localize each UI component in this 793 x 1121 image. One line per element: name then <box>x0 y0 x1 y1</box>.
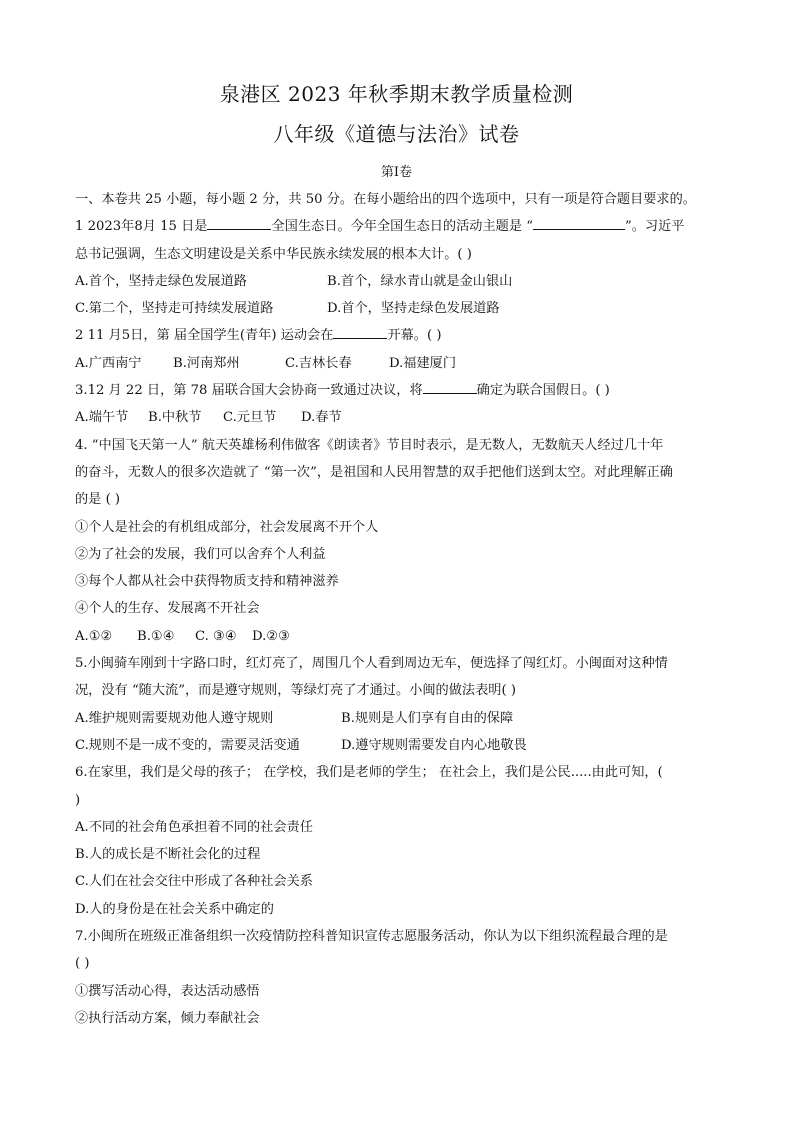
statement-1: ①个人是社会的有机组成部分，社会发展离不开个人 <box>75 519 379 535</box>
question-5-options-row <box>75 732 725 759</box>
question-4-stem-cont: 的奋斗，无数人的很多次造就了 “第一次”，是祖国和人民用智慧的双手把他们送到太空。对此理解正确 <box>75 464 673 480</box>
option-b: B.中秋节 <box>148 410 202 426</box>
option-d: D.福建厦门 <box>389 355 457 371</box>
option-d: D.首个，坚持走绿色发展道路 <box>327 301 500 317</box>
option-d: D.②③ <box>252 628 290 644</box>
question-3-options-row <box>75 404 725 431</box>
question-6-stem: 6.在家里，我们是父母的孩子； 在学校，我们是老师的学生； 在社会上，我们是公民.....由此可知，( <box>75 765 663 781</box>
option-d: D.人的身份是在社会关系中确定的 <box>75 901 274 917</box>
answer-blank <box>423 379 477 394</box>
section-label: 第Ⅰ卷 <box>380 165 413 180</box>
question-4-stem: 4. “中国飞天第一人” 航天英雄杨利伟做客《朗读者》节目时表示，是无数人，无数航天人经过几十年 <box>75 437 664 453</box>
option-d: D.春节 <box>301 410 342 426</box>
option-a: A.不同的社会角色承担着不同的社会责任 <box>75 819 313 835</box>
answer-blank <box>207 215 271 230</box>
question-4-options-row <box>75 623 725 650</box>
option-a: A.首个，坚持走绿色发展道路 <box>75 273 247 289</box>
question-3-stem: 3.12 月 22 日，第 78 届联合国大会协商一致通过决议，将 确定为联合国假日。( ) <box>75 377 725 404</box>
question-5-options-row <box>75 705 725 732</box>
question-1-options-row <box>75 295 725 322</box>
question-1-stem-cont: 总书记强调，生态文明建设是关系中华民族永续发展的根本大计。( ) <box>75 246 472 262</box>
option-c: C.吉林长春 <box>285 355 352 371</box>
option-b: B.规则是人们享有自由的保障 <box>341 710 514 726</box>
option-d: D.遵守规则需要发自内心地敬畏 <box>341 737 527 753</box>
option-c: C. ③④ <box>195 628 237 644</box>
option-c: C.人们在社会交往中形成了各种社会关系 <box>75 874 313 890</box>
option-b: B.首个，绿水青山就是金山银山 <box>327 273 513 289</box>
question-7-stem-cont: ( ) <box>75 956 90 972</box>
question-5-stem-cont: 况，没有 “随大流”，而是遵守规则，等绿灯亮了才通过。小闽的做法表明( ) <box>75 683 516 699</box>
question-1-stem: 1 2023年8月 15 日是 全国生态日。今年全国生态日的活动主题是 “ ”。习近平 <box>75 213 725 240</box>
statement-4: ④个人的生存、发展离不开社会 <box>75 601 260 617</box>
question-7-stem: 7.小闽所在班级正准备组织一次疫情防控科普知识宣传志愿服务活动，你认为以下组织流程最合理的是 <box>75 929 668 945</box>
option-a: A.维护规则需要规劝他人遵守规则 <box>75 710 274 726</box>
question-1-options-row <box>75 268 725 295</box>
instructions: 一、本卷共 25 小题，每小题 2 分，共 50 分。在每小题给出的四个选项中，只有一项是符合题目要求的。 <box>75 192 696 207</box>
option-b: B.人的成长是不断社会化的过程 <box>75 847 261 863</box>
statement-1: ①撰写活动心得，表达活动感悟 <box>75 983 260 999</box>
question-6-stem-cont: ) <box>75 792 81 808</box>
question-5-stem: 5.小闽骑车刚到十字路口时，红灯亮了，周围几个人看到周边无车，便选择了闯红灯。小闽面对这种情 <box>75 656 668 672</box>
option-b: B.①④ <box>137 628 175 644</box>
question-2-options-row <box>75 350 725 377</box>
answer-blank <box>333 324 387 339</box>
option-a: A.广西南宁 <box>75 355 142 371</box>
answer-blank <box>533 215 625 230</box>
question-4-stem-cont: 的是 ( ) <box>75 492 121 508</box>
question-2-stem: 2 11 月5日，第 届全国学生(青年) 运动会在 开幕。( ) <box>75 322 725 349</box>
option-c: C.元旦节 <box>223 410 277 426</box>
option-b: B.河南郑州 <box>173 355 240 371</box>
exam-title: 泉港区 2023 年秋季期末教学质量检测 <box>219 82 574 106</box>
option-c: C.规则不是一成不变的，需要灵活变通 <box>75 737 300 753</box>
option-a: A.端午节 <box>75 410 129 426</box>
statement-2: ②执行活动方案，倾力奉献社会 <box>75 1010 260 1026</box>
exam-body <box>75 186 725 1032</box>
statement-3: ③每个人都从社会中获得物质支持和精神滋养 <box>75 574 339 590</box>
option-a: A.①② <box>75 628 113 644</box>
exam-subtitle: 八年级《道德与法治》试卷 <box>273 122 520 146</box>
option-c: C.第二个，坚持走可持续发展道路 <box>75 301 274 317</box>
statement-2: ②为了社会的发展，我们可以舍弃个人利益 <box>75 546 326 562</box>
